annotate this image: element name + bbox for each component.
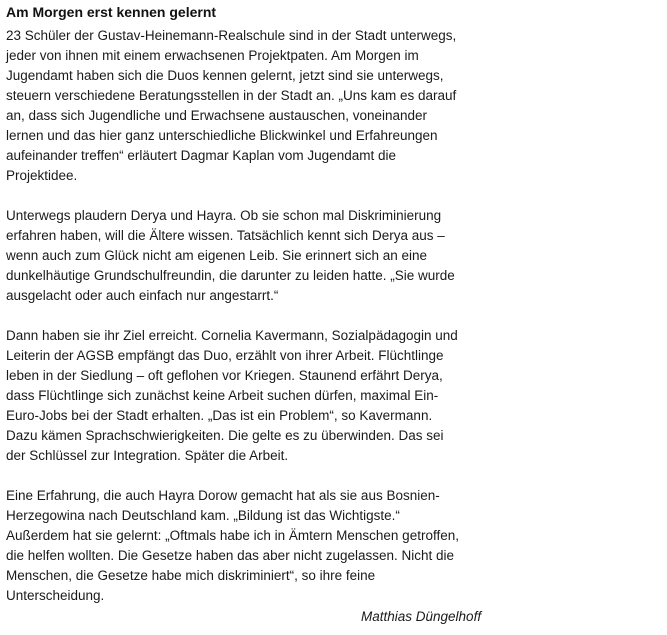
author-byline: Matthias Düngelhoff xyxy=(361,609,482,624)
article xyxy=(6,2,496,626)
article-paragraph-4: Eine Erfahrung, die auch Hayra Dorow gemacht hat als sie aus Bosnien- Herzegowina nach Deutschland kam. „Bildung ist das Wichtigste.“ Außerdem hat sie gelernt: „Oftmals habe ich in Ämtern Menschen getroffen, die helfen wollten. Die Gesetze haben das aber nicht zugelassen. Nicht die Menschen, die Gesetze habe mich diskriminiert“, so ihre feine Unterscheidung. xyxy=(6,488,459,603)
article-paragraph-3: Dann haben sie ihr Ziel erreicht. Cornelia Kavermann, Sozialpädagogin und Leiterin der AGSB empfängt das Duo, erzählt von ihrer Arbeit. Flüchtlinge leben in der Siedlung – oft geflohen vor Kriegen. Staunend erfährt Derya, dass Flüchtlinge sich zunächst keine Arbeit suchen dürfen, maximal Ein- Euro-Jobs bei der Stadt erhalten. „Das ist ein Problem“, so Kavermann. Dazu kämen Sprachschwierigkeiten. Die gelte es zu überwinden. Das sei der Schlüssel zur Integration. Später die Arbeit. xyxy=(6,328,458,463)
article-paragraph-1: 23 Schüler der Gustav-Heinemann-Realschule sind in der Stadt unterwegs, jeder von ihnen mit einem erwachsenen Projektpaten. Am Morgen im Jugendamt haben sich die Duos kennen gelernt, jetzt sind sie unterwegs, steuern verschiedene Beratungsstellen in der Stadt an. „Uns kam es darauf an, dass sich Jugendliche und Erwachsene austauschen, voneinander lernen und das hier ganz unterschiedliche Blickwinkel und Erfahreungen aufeinander treffen“ erläutert Dagmar Kaplan vom Jugendamt die Projektidee. xyxy=(6,28,457,183)
article-paragraph-2: Unterwegs plaudern Derya und Hayra. Ob sie schon mal Diskriminierung erfahren haben, will die Ältere wissen. Tatsächlich kennt sich Derya aus – wenn auch zum Glück nicht am eigenen Leib. Sie erinnert sich an eine dunkelhäutige Grundschulfreundin, die darunter zu leiden hatte. „Sie wurde ausgelacht oder auch einfach nur angestarrt.“ xyxy=(6,208,455,303)
article-headline: Am Morgen erst kennen gelernt xyxy=(6,4,217,20)
